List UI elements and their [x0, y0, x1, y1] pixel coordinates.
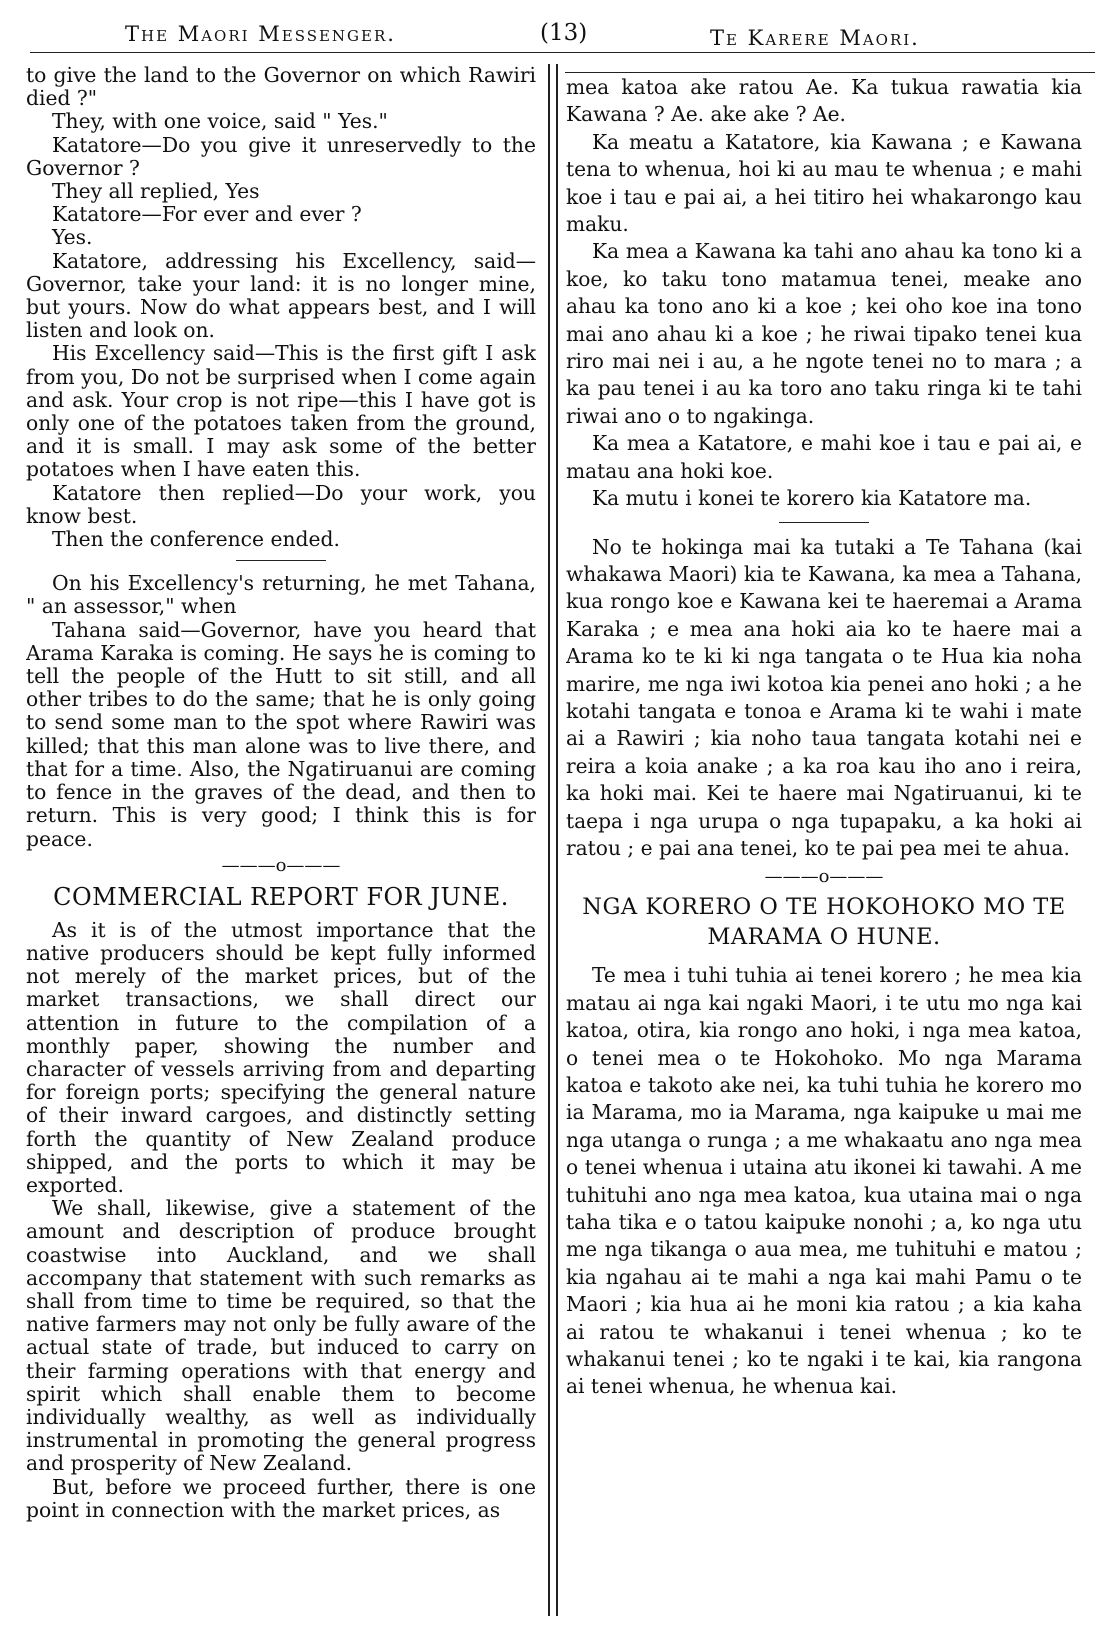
paragraph: Te mea i tuhi tuhia ai tenei korero ; he mea kia matau ai nga kai ngaki Maori, i te utu mo nga kai katoa, otira, kia rongo ano hoki, i nga mea katoa, o tenei mea o te Hokohoko. Mo nga Marama katoa e takoto ake nei, ka tuhi tuhia he korero mo ia Marama, mo ia Marama, nga kaipuke u mai me nga utanga o runga ; a me whakaatu ano nga mea o tenei whenua i utaina atu ikonei ki tawahi. A me tuhituhi ano nga mea katoa, kua utaina mai o nga taha tika e o tatou kaipuke nonohi ; a, ko nga utu me nga tikanga o aua mea, me tuhituhi e matou ; kia ngahau ai te mahi a nga kai mahi Pamu o te Maori ; kia hua ai he moni kia ratou ; a kia kaha ai ratou te whakanui i tenei whenua ; ko te whakanui tenei ; ko te ngaki i te kai, kia rangona ai tenei whenua, he whenua kai.	[566, 963, 1082, 1399]
hokohoko-heading: NGA KORERO O TE HOKOHOKO MO TE MARAMA O HUNE.	[582, 894, 1066, 951]
commercial-report-heading: COMMERCIAL REPORT FOR JUNE.	[53, 882, 509, 911]
paragraph: mea katoa ake ratou Ae. Ka tukua rawatia kia Kawana ? Ae. ake ake ? Ae.	[566, 75, 1082, 127]
paragraph: Katatore then replied—Do your work, you know best.	[26, 480, 536, 528]
page-number: (13)	[540, 20, 588, 46]
paragraph: They, with one voice, said " Yes."	[52, 109, 388, 134]
paragraph: Yes.	[52, 225, 93, 250]
paragraph: We shall, likewise, give a statement of the amount and description of produce brought coastwise into Auckland, and we shall accompany that statement with such remarks as shall from time to time be required, so that the native farmers may not only be fully aware of the actual state of trade, but induced to carry on their farming operations with that energy and spirit which shall enable them to become individually wealthy, as well as individually instrumental in promoting the general progress and prosperity of New Zealand.	[26, 1196, 536, 1476]
page-header	[20, 18, 1094, 50]
paragraph: Ka mea a Katatore, e mahi koe i tau e pai ai, e matau ana hoki koe.	[566, 431, 1082, 483]
paragraph: His Excellency said—This is the first gift I ask from you, Do not be surprised when I come again and ask. Your crop is not ripe—this I have got is only one of the potatoes taken from the ground, and it is small. I may ask some of the better potatoes when I have eaten this.	[26, 341, 536, 482]
section-rule	[779, 522, 869, 523]
paragraph: Ka mea a Kawana ka tahi ano ahau ka tono ki a koe, ko taku tono matamua tenei, meake ano ahau ka tono ano ki a koe ; kei oho koe ina tono mai ano ahau ki a koe ; he riwai tipako tenei kua riro mai nei i au, a he ngote tenei no to mara ; a ka pau tenei i au ka toro ano taku ringa ki te tahi riwai ano o to ngakinga.	[566, 239, 1082, 428]
paragraph: On his Excellency's returning, he met Tahana, " an assessor," when	[26, 571, 536, 619]
paragraph: No te hokinga mai ka tutaki a Te Tahana (kai whakawa Maori) kia te Kawana, ka mea a Tahana, kua rongo koe e Kawana kei te haeremai a Arama Karaka ; e mea ana hoki aia ko te haere mai a Arama ko te ki ki nga tangata o te Hua kia noha marire, me nga iwi kotoa kia penei ano hoki ; a he kotahi tangata e tonoa e Arama ki te wahi i mate ai a Rawiri ; kia noho taua tangata kotahi nei e reira a koia anake ; a ka roa kau iho ano i reira, ka hoki mai. Kei te haere mai Ngatiruanui, ki te taepa i nga urupa o nga tupapaku, a ka hoki ai ratou ; e pai ana tenei, ko te pai pea mei te ahua.	[566, 534, 1082, 860]
paragraph: As it is of the utmost importance that the native producers should be kept fully informed not merely of the market prices, but of the market transactions, we shall direct our attention in future to the compilation of a monthly paper, showing the number and character of vessels arriving from and departing for foreign ports; specifying the general nature of their inward cargoes, and distinctly setting forth the quantity of New Zealand produce shipped, and the ports to which it may be exported.	[26, 917, 536, 1197]
paragraph: Ka mutu i konei te korero kia Katatore ma.	[592, 486, 1032, 511]
paragraph: They all replied, Yes	[52, 179, 260, 204]
maori-column	[566, 64, 1082, 1624]
ornament-divider: ———o———	[764, 866, 884, 888]
section-rule	[236, 560, 326, 561]
header-rule	[30, 52, 1095, 53]
english-masthead: The Maori Messenger.	[125, 22, 396, 46]
paragraph: to give the land to the Governor on which Rawiri died ?"	[26, 64, 536, 111]
paragraph: But, before we proceed further, there is one point in connection with the market prices, as	[26, 1474, 536, 1522]
maori-masthead: Te Karere Maori.	[710, 26, 920, 50]
paragraph: Tahana said—Governor, have you heard that Arama Karaka is coming. He says he is coming to tell the people of the Hutt to sit still, and all other tribes to do the same; that he is only going to send some man to the spot where Rawiri was killed; that this man alone was to live there, and that for a time. Also, the Ngatiruanui are coming to fence in the graves of the dead, and then to return. This is very good; I think this is for peace.	[26, 617, 536, 851]
paragraph: Then the conference ended.	[52, 527, 340, 552]
paragraph: Ka meatu a Katatore, kia Kawana ; e Kawana tena to whenua, hoi ki au mau te whenua ; e mahi koe i tau e pai ai, a hei titiro hei whakarongo kau maku.	[566, 129, 1082, 237]
paragraph: Katatore—For ever and ever ?	[52, 202, 362, 227]
paragraph: Katatore—Do you give it unreservedly to the Governor ?	[26, 132, 536, 180]
english-column	[26, 64, 536, 1624]
ornament-divider: ———o———	[221, 854, 341, 876]
paragraph: Katatore, addressing his Excellency, said—Governor, take your land: it is no longer mine, but yours. Now do what appears best, and I will listen and look on.	[26, 248, 536, 343]
column-divider	[548, 64, 558, 1616]
